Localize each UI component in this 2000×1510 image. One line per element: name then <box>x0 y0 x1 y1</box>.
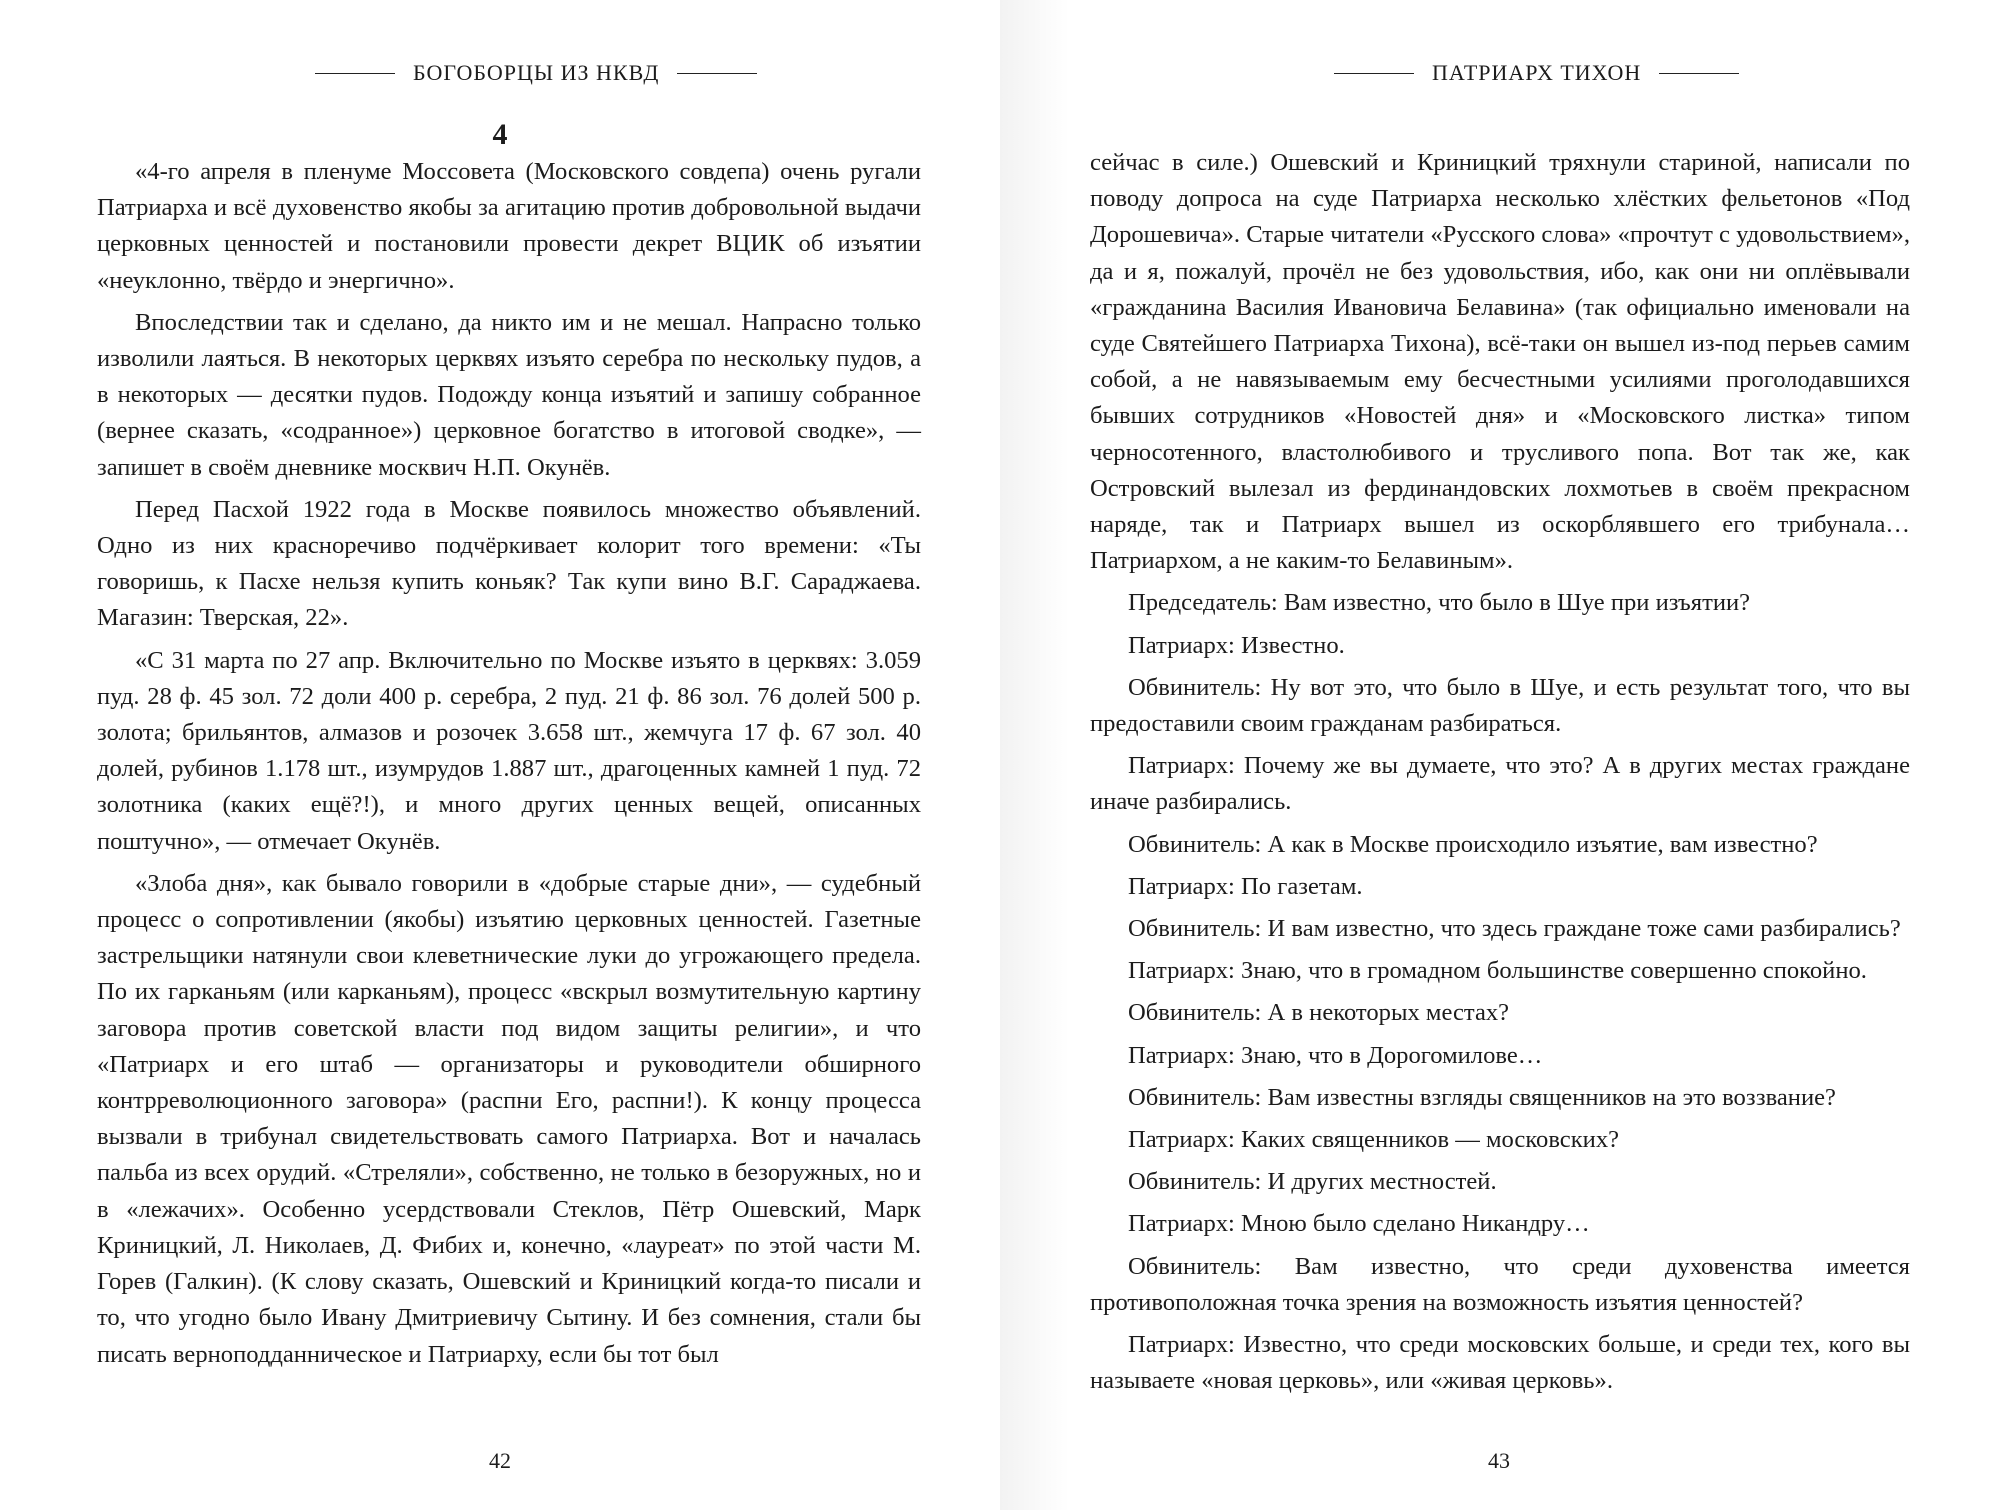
body-text <box>1090 145 1910 1406</box>
paragraph: Впоследствии так и сделано, да никто им и не мешал. Напрасно только изволили лаяться. В некоторых церквях изъято серебра по нескольку пудов, а в некоторых — десятки пудов. Подожду конца изъятий и запишу собранное (вернее сказать, «содранное») церковное богатство в итоговой сводке», — запишет в своём дневнике москвич Н.П. Окунёв. <box>97 308 921 481</box>
header-rule-right <box>1659 73 1739 74</box>
header-rule-right <box>677 73 757 74</box>
dialogue-line: Патриарх: Известно, что среди московских больше, и среди тех, кого вы называете «новая церковь», или «живая церковь». <box>1090 1331 1910 1395</box>
paragraph: «С 31 марта по 27 апр. Включительно по Москве изъято в церквях: 3.059 пуд. 28 ф. 45 зол. 72 доли 400 р. серебра, 2 пуд. 21 ф. 86 зол. 76 долей 500 р. золота; брильянтов, алмазов и розочек 3.658 шт., жемчуга 17 ф. 67 зол. 40 долей, рубинов 1.178 шт., изумрудов 1.887 шт., драгоценных камней 1 пуд. 72 золотника (каких ещё?!), и много других ценных вещей, описанных поштучно», — отмечает Окунёв. <box>97 646 921 855</box>
dialogue-line: Патриарх: Почему же вы думаете, что это? А в других местах граждане иначе разбирались. <box>1090 752 1910 816</box>
page-number: 43 <box>1488 1448 1510 1473</box>
running-head <box>297 60 775 86</box>
dialogue-line: Патриарх: Каких священников — московских? <box>1128 1126 1620 1154</box>
dialogue-line: Патриарх: Знаю, что в громадном большинстве совершенно спокойно. <box>1128 957 1867 985</box>
chapter-number: 4 <box>492 118 508 151</box>
running-head <box>1316 60 1757 86</box>
page-number: 42 <box>489 1448 511 1473</box>
dialogue-line: Обвинитель: А как в Москве происходило изъятие, вам известно? <box>1128 830 1818 858</box>
body-text <box>97 154 921 1379</box>
dialogue-line: Обвинитель: Вам известны взгляды священников на это воззвание? <box>1128 1083 1836 1111</box>
running-head-title: БОГОБОРЦЫ ИЗ НКВД <box>413 60 660 85</box>
dialogue-line: Председатель: Вам известно, что было в Шуе при изъятии? <box>1128 589 1751 617</box>
dialogue-line: Патриарх: По газетам. <box>1128 872 1363 900</box>
dialogue-line: Патриарх: Известно. <box>1128 631 1345 659</box>
paragraph: «Злоба дня», как бывало говорили в «добрые старые дни», — судебный процесс о сопротивлении (якобы) изъятию церковных ценностей. Газетные застрельщики натянули свои клеветнические луки до угрожающего предела. По их гарканьям (или карканьям), процесс «вскрыл возмутительную картину заговора против советской власти под видом защиты религии», и что «Патриарх и его штаб — организаторы и руководители обширного контрреволюционного заговора» (распни Его, распни!). К концу процесса вызвали в трибунал свидетельствовать самого Патриарха. Вот и началась пальба из всех орудий. «Стреляли», собственно, не только в безоружных, но и в «лежачих». Особенно усердствовали Стеклов, Пётр Ошевский, Марк Криницкий, Л. Николаев, Д. Фибих и, конечно, «лауреат» по этой части М. Горев (Галкин). (К слову сказать, Ошевский и Криницкий когда-то писали и то, что угодно было Ивану Дмитриевичу Сытину. И без сомнения, стали бы писать верноподданническое и Патриарху, если бы тот был <box>97 869 921 1368</box>
continued-paragraph: сейчас в силе.) Ошевский и Криницкий тряхнули стариной, написали по поводу допроса на суде Патриарха несколько хлёстких фельетонов «Под Дорошевича». Старые читатели «Русского слова» «прочтут с удовольствием», да и я, пожалуй, прочёл не без удовольствия, ибо, как они ни оплёвывали «гражданина Василия Ивановича Белавина» (так официально именовали на суде Святейшего Патриарха Тихона), всё-таки он вышел из-под перьев самим собой, а не навязываемым ему бесчестными усилиями проголодавшихся бывших сотрудников «Новостей дня» и «Московского листка» типом черносотенного, властолюбивого и трусливого попа. Вот так же, как Островский вылезал из фердинандовских лохмотьев в своём прекрасном наряде, так и Патриарх вышел из оскорблявшего его трибунала… Патриархом, а не каким-то Белавиным». <box>1090 149 1910 575</box>
dialogue-line: Патриарх: Знаю, что в Дорогомилове… <box>1128 1041 1543 1069</box>
dialogue-line: Обвинитель: И вам известно, что здесь граждане тоже сами разбирались? <box>1128 915 1901 943</box>
right-page <box>1000 0 2000 1510</box>
header-rule-left <box>1334 73 1414 74</box>
paragraph: «4-го апреля в пленуме Моссовета (Московского совдепа) очень ругали Патриарха и всё духовенство якобы за агитацию против добровольной выдачи церковных ценностей и постановили провести декрет ВЦИК об изъятии «неуклонно, твёрдо и энергично». <box>97 158 921 294</box>
dialogue-line: Обвинитель: И других местностей. <box>1128 1168 1497 1196</box>
paragraph: Перед Пасхой 1922 года в Москве появилось множество объявлений. Одно из них красноречиво подчёркивает колорит того времени: «Ты говоришь, к Пасхе нельзя купить коньяк? Так купи вино В.Г. Сараджаева. Магазин: Тверская, 22». <box>97 495 921 632</box>
dialogue-line: Обвинитель: А в некоторых местах? <box>1128 999 1510 1027</box>
running-head-title: ПАТРИАРХ ТИХОН <box>1432 60 1642 85</box>
dialogue-line: Обвинитель: Вам известно, что среди духовенства имеется противоположная точка зрения на возможность изъятия ценностей? <box>1090 1252 1910 1316</box>
header-rule-left <box>315 73 395 74</box>
dialogue-line: Обвинитель: Ну вот это, что было в Шуе, и есть результат того, что вы предоставили своим гражданам разбираться. <box>1090 673 1910 738</box>
dialogue-line: Патриарх: Мною было сделано Никандру… <box>1128 1210 1590 1238</box>
